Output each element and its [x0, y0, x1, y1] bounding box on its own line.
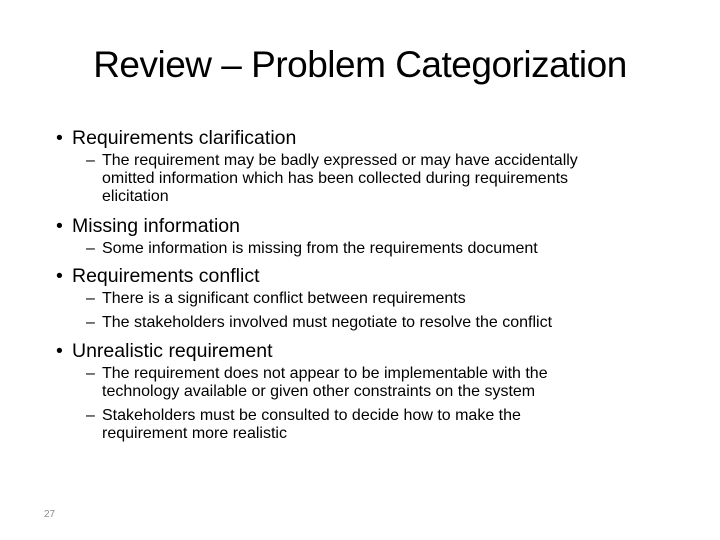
bullet-item [56, 215, 240, 238]
sub-bullet-text: elicitation [102, 188, 169, 205]
sub-bullet-text: Some information is missing from the requirements document [102, 240, 538, 257]
sub-bullet-text: requirement more realistic [102, 425, 287, 442]
bullet-label: Unrealistic requirement [72, 340, 273, 362]
bullet-icon: • [56, 340, 63, 362]
sub-bullet-item [86, 365, 548, 401]
sub-bullet-text: technology available or given other constraints on the system [102, 383, 536, 400]
sub-bullet-item [86, 290, 466, 308]
bullet-label: Requirements conflict [72, 265, 260, 287]
sub-bullet-text: The stakeholders involved must negotiate to resolve the conflict [102, 314, 553, 331]
dash-icon: – [86, 407, 95, 424]
bullet-label: Missing information [72, 215, 240, 237]
page-number: 27 [44, 509, 56, 520]
sub-bullet-item [86, 240, 538, 258]
bullet-icon: • [56, 127, 63, 149]
dash-icon: – [86, 365, 95, 382]
bullet-label: Requirements clarification [72, 127, 297, 149]
dash-icon: – [86, 152, 95, 169]
bullet-item [56, 265, 260, 288]
sub-bullet-text: There is a significant conflict between requirements [102, 290, 466, 307]
slide-title: Review – Problem Categorization [93, 44, 627, 85]
sub-bullet-text: Stakeholders must be consulted to decide how to make the [102, 407, 521, 424]
dash-icon: – [86, 314, 95, 331]
bullet-icon: • [56, 265, 63, 287]
bullet-icon: • [56, 215, 63, 237]
sub-bullet-text: The requirement may be badly expressed or may have accidentally [102, 152, 578, 169]
sub-bullet-text: The requirement does not appear to be implementable with the [102, 365, 548, 382]
bullet-item [56, 340, 273, 363]
dash-icon: – [86, 240, 95, 257]
bullet-item [56, 127, 296, 150]
sub-bullet-item [86, 407, 521, 443]
sub-bullet-text: omitted information which has been collected during requirements [102, 170, 569, 187]
sub-bullet-item [86, 152, 578, 206]
sub-bullet-item [86, 314, 552, 332]
dash-icon: – [86, 290, 95, 307]
